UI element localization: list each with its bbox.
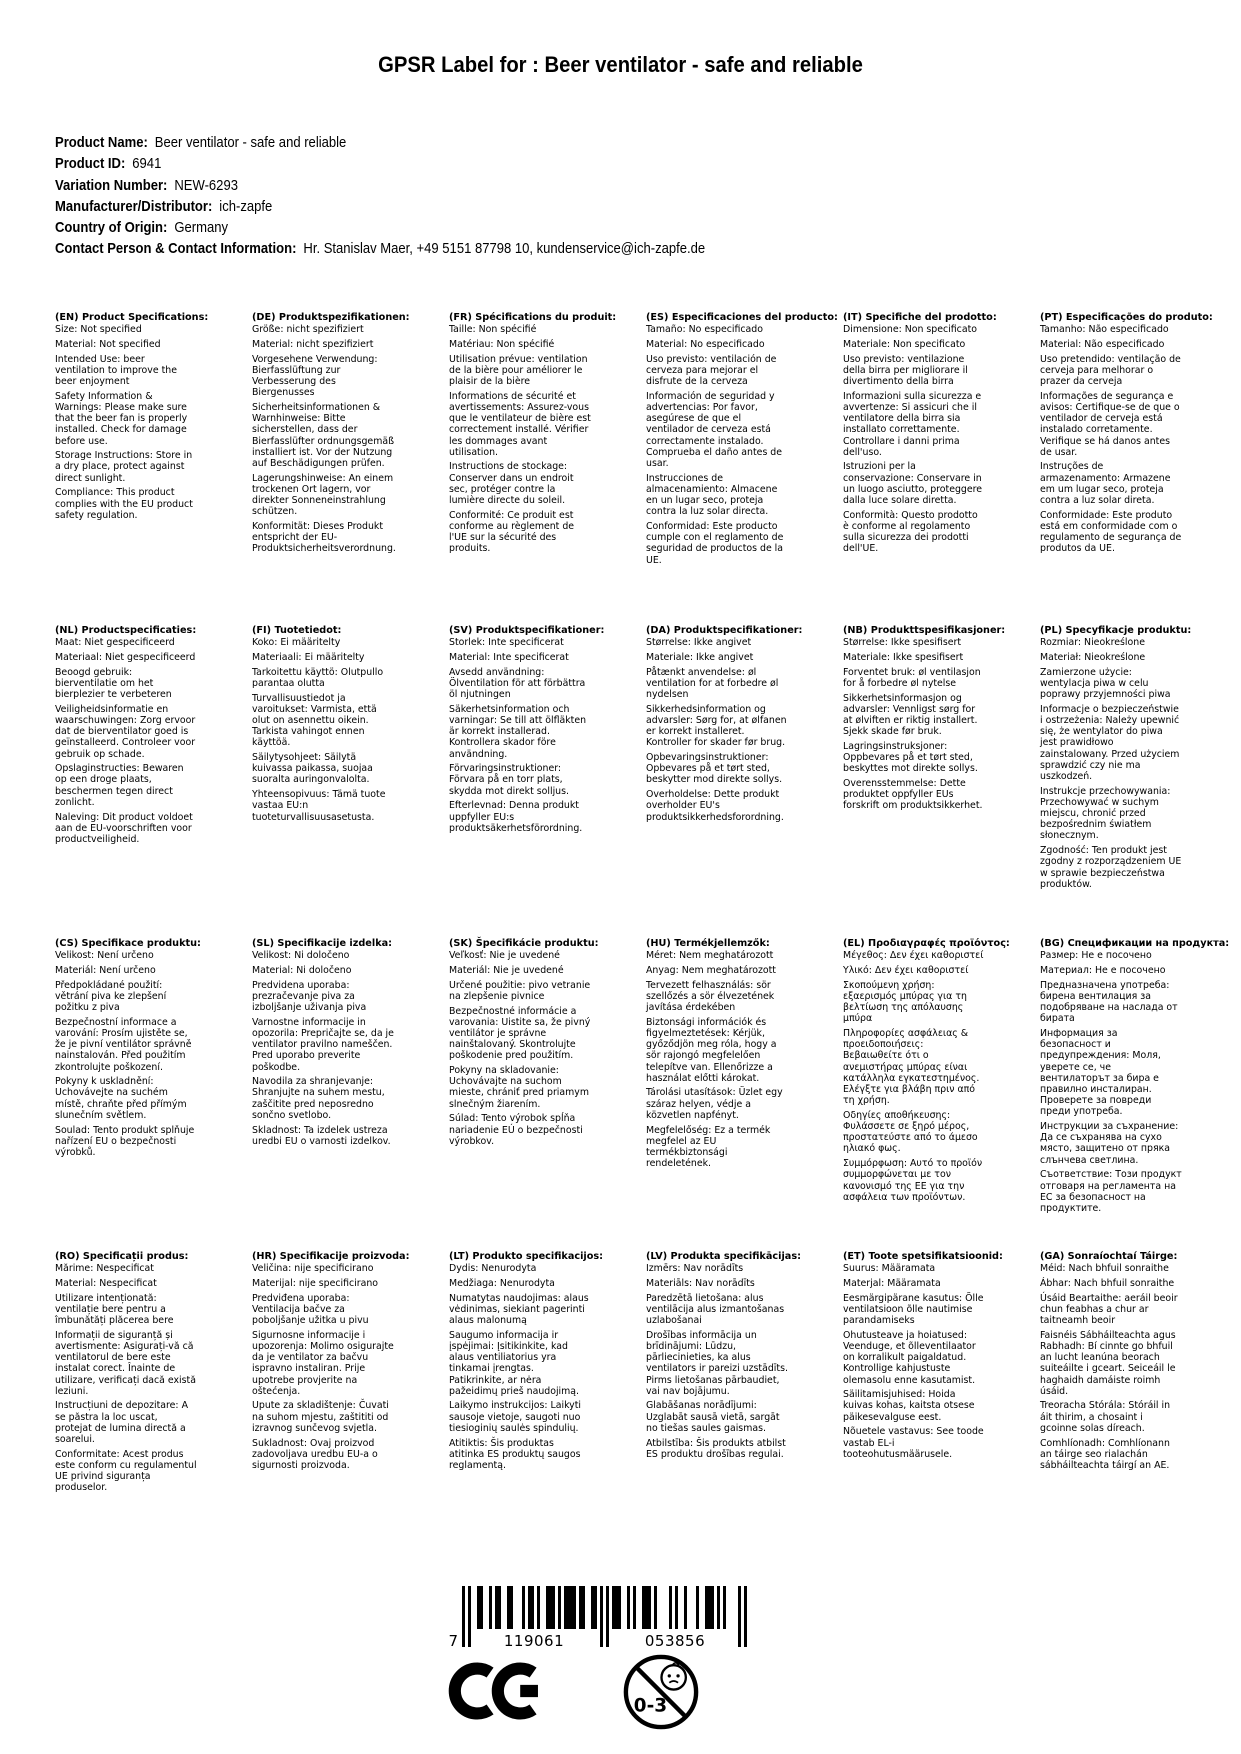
spec-paragraph: Conformitate: Acest produs este conform cu regulamentul UE privind siguranța produselor.: [55, 1448, 197, 1494]
spec-header: (ET) Toote spetsifikatsioonid:: [843, 1251, 1003, 1262]
product-info-label: Product ID:: [55, 155, 126, 173]
spec-paragraph: Méret: Nem meghatározott: [646, 950, 774, 962]
product-info-row: [55, 153, 705, 174]
spec-header: (GA) Sonraíochtaí Táirge:: [1040, 1251, 1178, 1262]
spec-header: (SL) Specifikacije izdelka:: [252, 938, 393, 949]
spec-paragraph: Tamaño: No especificado: [646, 324, 763, 336]
spec-paragraph: Conformidade: Este produto está em conformidade com o regulamento de segurança de produtos da UE.: [1040, 509, 1182, 555]
spec-block-sl: [252, 938, 394, 1150]
spec-paragraph: Υλικό: Δεν έχει καθοριστεί: [843, 964, 969, 976]
spec-paragraph: Ábhar: Nach bhfuil sonraithe: [1040, 1277, 1175, 1289]
spec-block-it: [843, 312, 997, 558]
age-warning-text: 0-3: [633, 1695, 668, 1717]
barcode: [432, 1586, 752, 1656]
spec-grid-row-3: [55, 938, 1230, 1218]
spec-paragraph: Bezpečnostné informácie a varovania: Uistite sa, že pivný ventilátor je správne nainštalovaný. Skontrolujte poškodenie pred použitím.: [449, 1005, 591, 1062]
ce-mark-icon: [447, 1662, 541, 1724]
spec-paragraph: Taille: Non spécifié: [449, 324, 537, 336]
spec-header: (LT) Produkto specifikacijos:: [449, 1251, 604, 1262]
spec-paragraph: Lagerungshinweise: An einem trockenen Ort lagern, vor direkter Sonneneinstrahlung schützen.: [252, 472, 394, 518]
spec-paragraph: Yhteensopivuus: Tämä tuote vastaa EU:n tuoteturvallisuusasetusta.: [252, 789, 386, 823]
spec-paragraph: Informações de segurança e avisos: Certifique-se de que o ventilador de cerveja está instalado corretamente. Verifique se há danos antes de usar.: [1040, 390, 1180, 458]
product-info-row: [55, 132, 705, 153]
spec-paragraph: Suurus: Määramata: [843, 1263, 936, 1275]
spec-block-el: [843, 938, 1010, 1206]
spec-paragraph: Información de seguridad y advertencias: Por favor, asegúrese de que el ventilador de cerveza está correctamente instalado. Comprueba el daño antes de usar.: [646, 390, 783, 469]
spec-paragraph: Turvallisuustiedot ja varoitukset: Varmista, että olut on asennettu oikein. Tarkista vahingot ennen käyttöä.: [252, 692, 377, 749]
spec-paragraph: Säilitamisjuhised: Hoida kuivas kohas, kaitsta otsese päikesevalguse eest.: [843, 1389, 975, 1423]
spec-header: (FI) Tuotetiedot:: [252, 625, 342, 636]
spec-paragraph: Koko: Ei määritelty: [252, 637, 341, 649]
product-info-value: 6941: [132, 155, 162, 173]
spec-paragraph: Material: Ni določeno: [252, 964, 352, 976]
spec-paragraph: Materiāls: Nav norādīts: [646, 1277, 755, 1289]
spec-paragraph: Safety Information & Warnings: Please make sure that the beer fan is properly installed. Check for damage before use.: [55, 390, 188, 447]
spec-paragraph: Izmērs: Nav norādīts: [646, 1263, 744, 1275]
spec-paragraph: Предназначена употреба: бирена вентилация за подобряване на наслада от бирата: [1040, 979, 1178, 1025]
spec-paragraph: Rozmiar: Nieokreślone: [1040, 637, 1145, 649]
spec-paragraph: Upute za skladištenje: Čuvati na suhom mjestu, zaštititi od izravnog sunčevog svjetla.: [252, 1400, 389, 1434]
spec-block-et: [843, 1251, 1003, 1463]
barcode-digits-left: 119061: [503, 1632, 565, 1650]
spec-paragraph: Atbilstība: Šis produkts atbilst ES produktu drošības regulai.: [646, 1437, 786, 1460]
spec-paragraph: Instruções de armazenamento: Armazene em um lugar seco, proteja contra a luz solar direta.: [1040, 461, 1171, 507]
spec-block-cs: [55, 938, 201, 1162]
spec-paragraph: Säkerhetsinformation och varningar: Se till att ölfläkten är korrekt installerad. Kontrollera skador före användning.: [449, 703, 587, 760]
spec-header: (LV) Produkta specifikācijas:: [646, 1251, 801, 1262]
spec-paragraph: Μέγεθος: Δεν έχει καθοριστεί: [843, 950, 984, 962]
product-info-label: Contact Person & Contact Information:: [55, 240, 297, 258]
spec-paragraph: Οδηγίες αποθήκευσης: Φυλάσσετε σε ξηρό μέρος, προστατεύστε από το άμεσο ηλιακό φως.: [843, 1109, 978, 1155]
spec-paragraph: Glabāšanas norādījumi: Uzglabāt sausā vietā, sargāt no tiešas saules gaismas.: [646, 1400, 780, 1434]
spec-paragraph: Πληροφορίες ασφάλειας & προειδοποιήσεις: Βεβαιωθείτε ότι ο ανεμιστήρας μπύρας είναι κατάλληλα εγκατεστημένος. Ελέγξτε για βλάβη πριν από τη χρήση.: [843, 1027, 980, 1107]
spec-header: (NL) Productspecificaties:: [55, 625, 197, 636]
spec-paragraph: Materjal: Määramata: [843, 1277, 941, 1289]
spec-paragraph: Avsedd användning: Ölventilation för att förbättra öl njutningen: [449, 666, 586, 701]
spec-paragraph: Predviđena uporaba: Ventilacija bačve za poboljšanje užitka u pivu: [252, 1292, 369, 1327]
spec-paragraph: Opslaginstructies: Bewaren op een droge plaats, beschermen tegen direct zonlicht.: [55, 763, 184, 808]
spec-header: (PT) Especificações do produto:: [1040, 312, 1213, 323]
spec-grid-row-1: [55, 312, 1213, 569]
product-info-label: Manufacturer/Distributor:: [55, 197, 213, 215]
spec-grid-row-2: [55, 625, 1195, 893]
spec-paragraph: Material: nicht spezifiziert: [252, 338, 374, 350]
spec-paragraph: Treoracha Stórála: Stóráil in áit thirim, a chosaint i gcoinne solas díreach.: [1040, 1400, 1171, 1434]
spec-block-pl: [1040, 625, 1192, 893]
spec-paragraph: Veličina: nije specificirano: [252, 1263, 374, 1275]
product-info-value: Germany: [174, 219, 228, 237]
spec-paragraph: Atitiktis: Šis produktas atitinka ES produktų saugos reglamentą.: [449, 1437, 581, 1471]
spec-paragraph: Intended Use: beer ventilation to improve the beer enjoyment: [55, 353, 177, 388]
spec-paragraph: Materiaal: Niet gespecificeerd: [55, 651, 196, 663]
spec-block-en: [55, 312, 209, 524]
spec-paragraph: Materiale: Ikke spesifisert: [843, 651, 964, 663]
spec-paragraph: Súlad: Tento výrobok spĺňa nariadenie EÚ o bezpečnosti výrobkov.: [449, 1113, 583, 1147]
spec-paragraph: Nõuetele vastavus: See toode vastab EL-i tooteohutusmäärusele.: [843, 1426, 984, 1460]
spec-paragraph: Storage Instructions: Store in a dry place, protect against direct sunlight.: [55, 450, 193, 484]
spec-paragraph: Soulad: Tento produkt splňuje nařízení EU o bezpečnosti výrobků.: [55, 1124, 195, 1158]
spec-paragraph: Navodila za shranjevanje: Shranjujte na suhem mestu, zaščitite pred neposredno sončno svetlobo.: [252, 1076, 385, 1121]
spec-paragraph: Sigurnosne informacije i upozorenja: Molimo osigurajte da je ventilator za bačvu ispravno instaliran. Prije upotrebe provjerite na oštećenja.: [252, 1329, 394, 1397]
spec-paragraph: Pokyny k uskladnění: Uchovávejte na suchém místě, chraňte před přímým slunečním světlem.: [55, 1076, 187, 1121]
spec-paragraph: Velikost: Není určeno: [55, 950, 154, 962]
spec-block-nb: [843, 625, 1006, 815]
age-warning-icon: [622, 1653, 700, 1735]
spec-paragraph: Informații de siguranță și avertismente: Asigurați-vă că ventilatorul de bere este instalat corect. Înainte de utilizare, verificați dacă există leziuni.: [55, 1329, 196, 1397]
spec-paragraph: Materiale: Non specificato: [843, 338, 966, 350]
spec-header: (SV) Produktspecifikationer:: [449, 625, 605, 636]
spec-paragraph: Overensstemmelse: Dette produktet oppfyller EUs forskrift om produktsikkerhet.: [843, 777, 983, 812]
spec-block-da: [646, 625, 803, 826]
barcode-digits-right: 053856: [644, 1632, 706, 1650]
spec-block-de: [252, 312, 410, 558]
spec-paragraph: Instrucțiuni de depozitare: A se păstra la loc uscat, protejat de lumina directă a soarelui.: [55, 1400, 188, 1446]
spec-paragraph: Beoogd gebruik: bierventilatie om het bierplezier te verbeteren: [55, 666, 172, 701]
spec-paragraph: Sikkerhedsinformation og advarsler: Sørg for, at ølfanen er korrekt installeret. Kontroller for skader før brug.: [646, 703, 787, 749]
spec-paragraph: Varnostne informacije in opozorila: Prepričajte se, da je ventilator pravilno nameščen. Pred uporabo preverite poškodbe.: [252, 1016, 394, 1073]
spec-paragraph: Veiligheidsinformatie en waarschuwingen: Zorg ervoor dat de bierventilator goed is geïnstalleerd. Controleer voor gebruik op schade.: [55, 703, 196, 760]
spec-paragraph: Material: Não especificado: [1040, 338, 1165, 350]
barcode-digit-leading: 7: [448, 1632, 458, 1650]
spec-block-bg: [1040, 938, 1230, 1218]
product-info-row: [55, 217, 705, 238]
spec-paragraph: Utilizare intenționată: ventilație bere pentru a îmbunătăți plăcerea bere: [55, 1292, 174, 1327]
spec-paragraph: Материал: Не е посочено: [1040, 964, 1166, 976]
spec-block-hu: [646, 938, 788, 1173]
spec-header: (EL) Προδιαγραφές προϊόντος:: [843, 938, 1010, 949]
spec-paragraph: Maat: Niet gespecificeerd: [55, 637, 175, 649]
spec-paragraph: Uso previsto: ventilazione della birra per migliorare il divertimento della birra: [843, 353, 968, 388]
spec-paragraph: Předpokládané použití: větrání piva ke zlepšení požitku z piva: [55, 979, 167, 1014]
spec-paragraph: Matériau: Non spécifié: [449, 338, 555, 350]
spec-header: (DA) Produktspecifikationer:: [646, 625, 803, 636]
spec-paragraph: Laikymo instrukcijos: Laikyti sausoje vietoje, saugoti nuo tiesioginių saulės spindulių.: [449, 1400, 582, 1434]
spec-paragraph: Sikkerhetsinformasjon og advarsler: Vennligst sørg for at ølviften er riktig installert. Sjekk skade før bruk.: [843, 692, 978, 738]
spec-block-fi: [252, 625, 394, 826]
spec-header: (DE) Produktspezifikationen:: [252, 312, 410, 323]
spec-paragraph: Faisnéis Sábháilteachta agus Rabhadh: Bí cinnte go bhfuil an lucht leanúna beorach suiteáilte i gceart. Seiceáil le haghaidh damáiste roimh úsáid.: [1040, 1329, 1176, 1397]
spec-header: (SK) Špecifikácie produktu:: [449, 938, 599, 949]
spec-header: (IT) Specifiche del prodotto:: [843, 312, 997, 323]
spec-paragraph: Conformidad: Este producto cumple con el reglamento de seguridad de productos de la UE.: [646, 520, 784, 566]
spec-paragraph: Tárolási utasítások: Üzlet egy száraz helyen, védje a közvetlen napfényt.: [646, 1087, 783, 1121]
spec-paragraph: Materiál: Nie je uvedené: [449, 964, 564, 976]
spec-paragraph: Instrukcje przechowywania: Przechowywać w suchym miejscu, chronić przed bezpośrednim światłem słonecznym.: [1040, 785, 1171, 842]
spec-paragraph: Efterlevnad: Denna produkt uppfyller EU:s produktsäkerhetsförordning.: [449, 800, 583, 834]
spec-paragraph: Zamierzone użycie: wentylacja piwa w celu poprawy przyjemności piwa: [1040, 666, 1171, 701]
product-info-value: Hr. Stanislav Maer, +49 5151 87798 10, kundenservice@ich-zapfe.de: [303, 240, 706, 258]
spec-header: (RO) Specificații produs:: [55, 1251, 189, 1262]
spec-paragraph: Sukladnost: Ovaj proizvod zadovoljava uredbu EU-a o sigurnosti proizvoda.: [252, 1437, 378, 1471]
spec-paragraph: Bezpečnostní informace a varování: Prosím ujistěte se, že je pivní ventilátor správně nainstalován. Před použitím zkontrolujte poškození.: [55, 1016, 192, 1073]
product-info-label: Variation Number:: [55, 176, 168, 194]
spec-paragraph: Istruzioni per la conservazione: Conservare in un luogo asciutto, proteggere dalla luce solare diretta.: [843, 461, 983, 507]
spec-paragraph: Размер: Не е посочено: [1040, 950, 1152, 962]
spec-paragraph: Konformität: Dieses Produkt entspricht der EU-Produktsicherheitsverordnung.: [252, 520, 396, 555]
spec-block-sv: [449, 625, 605, 837]
spec-paragraph: Material: Nespecificat: [55, 1277, 157, 1289]
spec-paragraph: Mărime: Nespecificat: [55, 1263, 154, 1275]
spec-paragraph: Conformité: Ce produit est conforme au règlement de l'UE sur la sécurité des produits.: [449, 509, 575, 555]
spec-paragraph: Určené použitie: pivo vetranie na zlepšenie pivnice: [449, 979, 591, 1002]
spec-paragraph: Materiaali: Ei määritelty: [252, 651, 365, 663]
spec-paragraph: Storlek: Inte specificerat: [449, 637, 564, 649]
product-info-label: Country of Origin:: [55, 219, 168, 237]
product-info-value: Beer ventilator - safe and reliable: [154, 134, 347, 151]
spec-paragraph: Material: Inte specificerat: [449, 651, 569, 663]
spec-paragraph: Säilytysohjeet: Säilytä kuivassa paikassa, suojaa suoralta auringonvalolta.: [252, 752, 373, 786]
spec-paragraph: Comhlíonadh: Comhlíonann an táirge seo rialachán sábháilteachta táirgí an AE.: [1040, 1437, 1170, 1471]
spec-paragraph: Biztonsági információk és figyelmeztetések: Kérjük, győződjön meg róla, hogy a sör rajongó megfelelően telepítve van. Ellenőrizze a használat előtti károkat.: [646, 1016, 777, 1084]
spec-paragraph: Påtænkt anvendelse: øl ventilation for at forbedre øl nydelsen: [646, 666, 779, 701]
spec-block-ga: [1040, 1251, 1182, 1475]
spec-paragraph: Lagringsinstruksjoner: Oppbevares på et tørt sted, beskyttes mot direkte sollys.: [843, 740, 978, 775]
spec-paragraph: Numatytas naudojimas: alaus vėdinimas, siekiant pagerinti alaus malonumą: [449, 1292, 589, 1327]
page-title: GPSR Label for : Beer ventilator - safe and reliable: [378, 52, 863, 77]
spec-paragraph: Skladnost: Ta izdelek ustreza uredbi EU o varnosti izdelkov.: [252, 1124, 391, 1147]
spec-header: (FR) Spécifications du produit:: [449, 312, 617, 323]
spec-block-es: [646, 312, 838, 569]
ean13-barcode: [432, 1586, 752, 1652]
spec-paragraph: Utilisation prévue: ventilation de la bière pour améliorer le plaisir de la bière: [449, 353, 588, 388]
spec-paragraph: Vorgesehene Verwendung: Bierfasslüftung zur Verbesserung des Biergenusses: [252, 353, 378, 399]
spec-paragraph: Anyag: Nem meghatározott: [646, 964, 776, 976]
spec-paragraph: Predvidena uporaba: prezračevanje piva za izboljšanje uživanja piva: [252, 979, 367, 1014]
spec-block-nl: [55, 625, 197, 849]
spec-block-sk: [449, 938, 599, 1150]
spec-paragraph: Materijal: nije specificirano: [252, 1277, 379, 1289]
spec-paragraph: Méid: Nach bhfuil sonraithe: [1040, 1263, 1169, 1275]
spec-paragraph: Megfelelőség: Ez a termék megfelel az EU termékbiztonsági rendeletének.: [646, 1124, 771, 1170]
spec-paragraph: Pokyny na skladovanie: Uchovávajte na suchom mieste, chrániť pred priamym slnečným žiarením.: [449, 1065, 589, 1110]
spec-block-pt: [1040, 312, 1213, 558]
spec-paragraph: Informations de sécurité et avertissements: Assurez-vous que le ventilateur de bière est correctement installé. Vérifier les dommages avant utilisation.: [449, 390, 591, 458]
product-info: [55, 132, 705, 260]
spec-header: (NB) Produkttspesifikasjoner:: [843, 625, 1006, 636]
spec-paragraph: Uso previsto: ventilación de cerveza para mejorar el disfrute de la cerveza: [646, 353, 777, 388]
product-info-value: ich-zapfe: [219, 197, 273, 215]
baby-face-icon: [661, 1663, 685, 1690]
spec-paragraph: Naleving: Dit product voldoet aan de EU-voorschriften voor productveiligheid.: [55, 811, 193, 845]
spec-paragraph: Информация за безопасност и предупреждения: Моля, уверете се, че вентилаторът за бира е правилно инсталиран. Проверете за повреди преди употреба.: [1040, 1027, 1161, 1118]
spec-paragraph: Saugumo informacija ir įspėjimai: Įsitikinkite, kad alaus ventiliatorius yra tinkamai įrengtas. Patikrinkite, ar nėra pažeidimų prieš naudojimą.: [449, 1329, 580, 1397]
spec-paragraph: Material: Not specified: [55, 338, 161, 350]
spec-paragraph: Σκοπούμενη χρήση: εξαερισμός μπύρας για τη βελτίωση της απόλαυσης μπύρα: [843, 979, 967, 1025]
spec-paragraph: Informacje o bezpieczeństwie i ostrzeżenia: Należy upewnić się, że wentylator do piwa jest prawidłowo zainstalowany. Przed użyciem sprawdzić czy nie ma uszkodzeń.: [1040, 703, 1180, 782]
spec-paragraph: Zgodność: Ten produkt jest zgodny z rozporządzeniem UE w sprawie bezpieczeństwa produktów.: [1040, 845, 1182, 890]
spec-paragraph: Tervezett felhasználás: sör szellőzés a sör élvezetének javítása érdekében: [646, 979, 775, 1014]
spec-paragraph: Material: No especificado: [646, 338, 765, 350]
spec-paragraph: Sicherheitsinformationen & Warnhinweise: Bitte sicherstellen, dass der Bierfasslüfter ordnungsgemäß installiert ist. Vor der Nutzung auf Beschädigungen prüfen.: [252, 401, 394, 469]
spec-paragraph: Größe: nicht spezifiziert: [252, 324, 364, 336]
spec-paragraph: Compliance: This product complies with the EU product safety regulation.: [55, 487, 193, 521]
spec-paragraph: Ohutusteave ja hoiatused: Veenduge, et õlleventilaator on korralikult paigaldatud. Kontrollige kahjustuste olemasolu enne kasutamist.: [843, 1329, 976, 1386]
spec-paragraph: Overholdelse: Dette produkt overholder EU's produktsikkerhedsforordning.: [646, 789, 784, 823]
spec-paragraph: Förvaringsinstruktioner: Förvara på en torr plats, skydda mot direkt solljus.: [449, 763, 569, 797]
spec-grid-row-4: [55, 1251, 1195, 1497]
spec-paragraph: Tamanho: Não especificado: [1040, 324, 1169, 336]
spec-header: (ES) Especificaciones del producto:: [646, 312, 838, 323]
product-info-row: [55, 238, 705, 259]
spec-paragraph: Úsáid Beartaithe: aeráil beoir chun feabhas a chur ar taitneamh beoir: [1040, 1292, 1178, 1327]
spec-header: (CS) Specifikace produktu:: [55, 938, 201, 949]
spec-paragraph: Veľkosť: Nie je uvedené: [449, 950, 560, 962]
spec-paragraph: Dimensione: Non specificato: [843, 324, 977, 336]
spec-paragraph: Forventet bruk: øl ventilasjon for å forbedre øl nytelse: [843, 666, 981, 689]
spec-paragraph: Tarkoitettu käyttö: Olutpullo parantaa olutta: [252, 666, 384, 689]
spec-paragraph: Materiał: Nieokreślone: [1040, 651, 1146, 663]
spec-paragraph: Paredzētā lietošana: alus ventilācija alus izmantošanas uzlabošanai: [646, 1292, 785, 1327]
spec-block-fr: [449, 312, 617, 558]
spec-header: (BG) Спецификации на продукта:: [1040, 938, 1230, 949]
spec-block-hr: [252, 1251, 410, 1475]
product-info-row: [55, 175, 705, 196]
spec-block-ro: [55, 1251, 197, 1497]
spec-paragraph: Velikost: Ni določeno: [252, 950, 350, 962]
spec-paragraph: Instructions de stockage: Conserver dans un endroit sec, protéger contre la lumière directe du soleil.: [449, 461, 574, 507]
spec-header: (HR) Specifikacije proizvoda:: [252, 1251, 410, 1262]
spec-paragraph: Størrelse: Ikke angivet: [646, 637, 752, 649]
spec-header: (HU) Termékjellemzők:: [646, 938, 770, 949]
product-info-value: NEW-6293: [174, 176, 238, 194]
spec-paragraph: Conformità: Questo prodotto è conforme al regolamento sulla sicurezza dei prodotti dell'UE.: [843, 509, 978, 555]
spec-paragraph: Materiál: Není určeno: [55, 964, 156, 976]
spec-paragraph: Medžiaga: Nenurodyta: [449, 1277, 555, 1289]
spec-paragraph: Materiale: Ikke angivet: [646, 651, 754, 663]
spec-paragraph: Συμμόρφωση: Αυτό το προϊόν συμμορφώνεται με τον κανονισμό της ΕΕ για την ασφάλεια των προϊόντων.: [843, 1158, 983, 1203]
spec-paragraph: Instrucciones de almacenamiento: Almacene en un lugar seco, proteja contra la luz solar directa.: [646, 472, 778, 518]
spec-paragraph: Størrelse: Ikke spesifisert: [843, 637, 962, 649]
spec-paragraph: Uso pretendido: ventilação de cerveja para melhorar o prazer da cerveja: [1040, 353, 1181, 388]
product-info-label: Product Name:: [55, 134, 148, 151]
spec-paragraph: Eesmärgipärane kasutus: Õlle ventilatsioon õlle nautimise parandamiseks: [843, 1292, 984, 1327]
spec-paragraph: Dydis: Nenurodyta: [449, 1263, 537, 1275]
spec-paragraph: Informazioni sulla sicurezza e avvertenze: Si assicuri che il ventilatore della birra sia installato correttamente. Controllare i danni prima dell'uso.: [843, 390, 982, 458]
spec-paragraph: Съответствие: Този продукт отговаря на регламента на ЕС за безопасност на продуктите.: [1040, 1169, 1182, 1214]
spec-header: (EN) Product Specifications:: [55, 312, 209, 323]
spec-paragraph: Opbevaringsinstruktioner: Opbevares på et tørt sted, beskytter mod direkte sollys.: [646, 752, 783, 786]
spec-block-lv: [646, 1251, 801, 1463]
spec-header: (PL) Specyfikacje produktu:: [1040, 625, 1192, 636]
spec-paragraph: Drošības informācija un brīdinājumi: Lūdzu, pārliecinieties, ka alus ventilators ir pareizi uzstādīts. Pirms lietošanas pārbaudiet, vai nav bojājumu.: [646, 1329, 788, 1397]
product-info-row: [55, 196, 705, 217]
spec-paragraph: Инструкции за съхранение: Да се съхранява на сухо място, защитено от пряка слънчева светлина.: [1040, 1121, 1179, 1166]
spec-paragraph: Size: Not specified: [55, 324, 142, 336]
spec-block-lt: [449, 1251, 604, 1475]
